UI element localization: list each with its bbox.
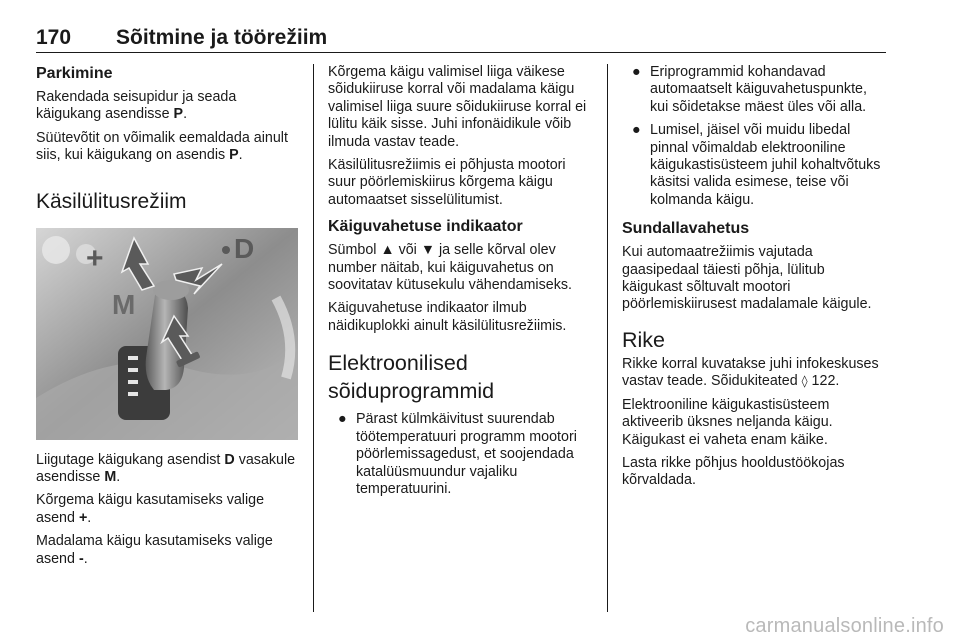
paragraph: Rakendada seisupidur ja seada käigukang asendisse P. — [36, 89, 237, 123]
m-marker: M — [112, 288, 136, 320]
bullet-list — [622, 64, 884, 209]
d-marker: D — [234, 232, 255, 264]
page-header — [36, 26, 886, 53]
section-title-electronic-programs: Elektroonilised sõiduprogrammid — [328, 351, 495, 404]
paragraph: Rikke korral kuvatakse juhi infokeskuses vastav teade. Sõidukiteated ◊ 122. — [622, 355, 879, 390]
paragraph: Liigutage käigukang asendist D vasakule asendisse M. — [36, 451, 296, 486]
paragraph: Kui automaatrežiimis vajutada gaasipedaal täiesti põhja, lülitub käigukast sõltuvalt mootori pöörlemiskiirusest madalamale käigule. — [622, 244, 872, 313]
paragraph: Madalama käigu kasutamiseks valige asend -. — [36, 533, 273, 567]
column-divider — [607, 64, 608, 612]
plus-marker-icon — [86, 242, 104, 275]
section-title-kickdown: Sundallavahetus — [622, 220, 750, 238]
column-3 — [622, 64, 884, 496]
section-title-manual-mode: Käsilülitusrežiim — [36, 189, 187, 213]
section-title-shift-indicator: Käiguvahetuse indikaator — [328, 218, 523, 236]
paragraph: Elektrooniline käigukastisüsteem aktiveerib üksnes neljanda käigu. Käigukast ei vaheta enam käike. — [622, 396, 833, 448]
svg-text:+: + — [86, 241, 104, 275]
section-title-parking: Parkimine — [36, 65, 113, 82]
paragraph: Süütevõtit on võimalik eemaldada ainult siis, kui käigukang on asendis P. — [36, 129, 288, 164]
list-item: ● Lumisel, jäisel või muidu libedal pinnal võimaldab elektrooniline käigukastisüsteem juhil kohaltvõtuks käsitsi valida esimese, teise või kolmanda käigu. — [632, 122, 881, 208]
page-reference-icon: ◊ — [801, 374, 808, 389]
list-item: ● Eriprogrammid kohandavad automaatselt käiguvahetuspunkte, kui sõidetakse mäest üles või alla. — [632, 64, 867, 115]
column-2 — [328, 64, 594, 504]
paragraph: Sümbol ▲ või ▼ ja selle kõrval olev number näitab, kui käiguvahetus on soovitatav kütusekulu vähendamiseks. — [328, 242, 572, 294]
paragraph: Kõrgema käigu valimisel liiga väikese sõidukiiruse korral või madalama käigu valimisel liiga suure sõidukiiruse korral ei lülitu käik sisse. Juhi infonäidikule võib ilmuda vastav teade. — [328, 64, 587, 150]
column-1 — [36, 64, 300, 574]
paragraph: Käsilülitusrežiimis ei põhjusta mootori suur pöörlemiskiirus kõrgema käigu automaatset sisselülitumist. — [328, 157, 566, 208]
list-item: ● Pärast külmkäivitust suurendab töötemperatuuri programm mootori pöörlemissagedust, et soojendada katalüüsmuundur vajaliku temperatuurini. — [338, 411, 577, 497]
chapter-title: Sõitmine ja töörežiim — [116, 26, 328, 49]
paragraph: Käiguvahetuse indikaator ilmub näidikuplokki ainult käsilülitusrežiimis. — [328, 300, 567, 334]
paragraph: Kõrgema käigu kasutamiseks valige asend +. — [36, 492, 265, 526]
column-divider — [313, 64, 314, 612]
section-title-fault: Rike — [622, 327, 666, 352]
watermark: carmanualsonline.info — [745, 615, 944, 637]
bullet-list — [328, 411, 594, 498]
paragraph: Lasta rikke põhjus hooldustöökojas kõrvaldada. — [622, 454, 845, 489]
gear-shifter-photo — [36, 228, 298, 440]
page-number: 170 — [36, 26, 72, 49]
